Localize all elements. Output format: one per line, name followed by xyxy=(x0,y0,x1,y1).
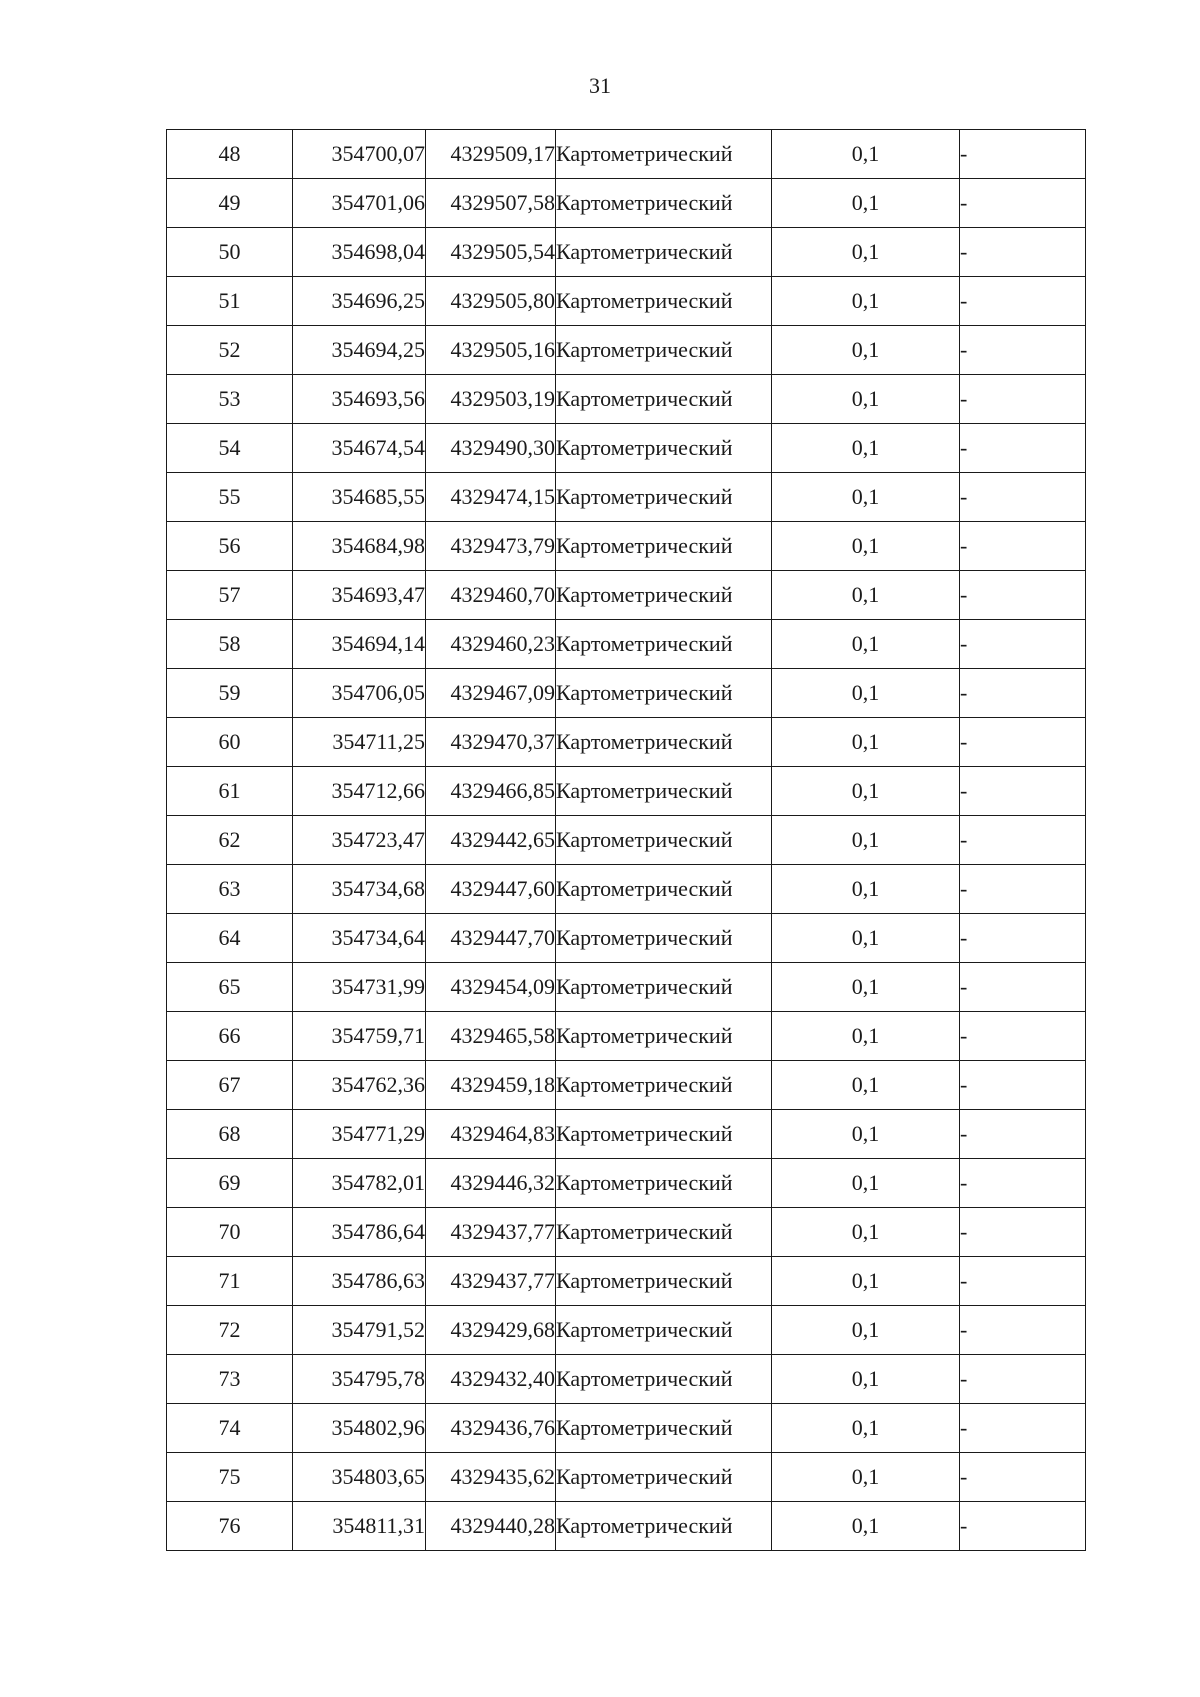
method-cell: Картометрический xyxy=(556,1012,772,1061)
point-number-cell: 65 xyxy=(167,963,293,1012)
x-coordinate-cell: 354734,68 xyxy=(293,865,426,914)
table-row xyxy=(167,326,1086,375)
page-number: 31 xyxy=(589,73,611,98)
point-number-cell: 71 xyxy=(167,1257,293,1306)
point-number-cell: 60 xyxy=(167,718,293,767)
y-coordinate-cell: 4329437,77 xyxy=(426,1257,556,1306)
x-coordinate-cell: 354711,25 xyxy=(293,718,426,767)
table-row xyxy=(167,571,1086,620)
y-coordinate-cell: 4329460,23 xyxy=(426,620,556,669)
accuracy-cell: 0,1 xyxy=(772,963,960,1012)
description-cell: - xyxy=(960,1257,1086,1306)
description-cell: - xyxy=(960,914,1086,963)
y-coordinate-cell: 4329467,09 xyxy=(426,669,556,718)
point-number-cell: 58 xyxy=(167,620,293,669)
point-number-cell: 61 xyxy=(167,767,293,816)
accuracy-cell: 0,1 xyxy=(772,130,960,179)
accuracy-cell: 0,1 xyxy=(772,767,960,816)
table-row xyxy=(167,179,1086,228)
y-coordinate-cell: 4329466,85 xyxy=(426,767,556,816)
point-number-cell: 68 xyxy=(167,1110,293,1159)
x-coordinate-cell: 354701,06 xyxy=(293,179,426,228)
x-coordinate-cell: 354693,56 xyxy=(293,375,426,424)
method-cell: Картометрический xyxy=(556,424,772,473)
accuracy-cell: 0,1 xyxy=(772,1404,960,1453)
description-cell: - xyxy=(960,130,1086,179)
method-cell: Картометрический xyxy=(556,326,772,375)
description-cell: - xyxy=(960,669,1086,718)
table-row xyxy=(167,1159,1086,1208)
method-cell: Картометрический xyxy=(556,130,772,179)
x-coordinate-cell: 354791,52 xyxy=(293,1306,426,1355)
accuracy-cell: 0,1 xyxy=(772,179,960,228)
x-coordinate-cell: 354811,31 xyxy=(293,1502,426,1551)
table-row xyxy=(167,1404,1086,1453)
point-number-cell: 48 xyxy=(167,130,293,179)
accuracy-cell: 0,1 xyxy=(772,1306,960,1355)
table-row xyxy=(167,1453,1086,1502)
point-number-cell: 52 xyxy=(167,326,293,375)
y-coordinate-cell: 4329464,83 xyxy=(426,1110,556,1159)
description-cell: - xyxy=(960,179,1086,228)
method-cell: Картометрический xyxy=(556,179,772,228)
table-row xyxy=(167,424,1086,473)
point-number-cell: 73 xyxy=(167,1355,293,1404)
accuracy-cell: 0,1 xyxy=(772,375,960,424)
y-coordinate-cell: 4329503,19 xyxy=(426,375,556,424)
accuracy-cell: 0,1 xyxy=(772,914,960,963)
description-cell: - xyxy=(960,718,1086,767)
description-cell: - xyxy=(960,620,1086,669)
accuracy-cell: 0,1 xyxy=(772,424,960,473)
y-coordinate-cell: 4329507,58 xyxy=(426,179,556,228)
x-coordinate-cell: 354712,66 xyxy=(293,767,426,816)
table-row xyxy=(167,816,1086,865)
x-coordinate-cell: 354706,05 xyxy=(293,669,426,718)
accuracy-cell: 0,1 xyxy=(772,1502,960,1551)
point-number-cell: 53 xyxy=(167,375,293,424)
accuracy-cell: 0,1 xyxy=(772,620,960,669)
description-cell: - xyxy=(960,1208,1086,1257)
accuracy-cell: 0,1 xyxy=(772,1061,960,1110)
table-row xyxy=(167,1306,1086,1355)
x-coordinate-cell: 354694,14 xyxy=(293,620,426,669)
description-cell: - xyxy=(960,1159,1086,1208)
description-cell: - xyxy=(960,816,1086,865)
y-coordinate-cell: 4329432,40 xyxy=(426,1355,556,1404)
y-coordinate-cell: 4329505,54 xyxy=(426,228,556,277)
point-number-cell: 59 xyxy=(167,669,293,718)
table-row xyxy=(167,522,1086,571)
description-cell: - xyxy=(960,326,1086,375)
accuracy-cell: 0,1 xyxy=(772,1110,960,1159)
table-row xyxy=(167,1061,1086,1110)
accuracy-cell: 0,1 xyxy=(772,718,960,767)
method-cell: Картометрический xyxy=(556,718,772,767)
table-row xyxy=(167,375,1086,424)
y-coordinate-cell: 4329447,60 xyxy=(426,865,556,914)
point-number-cell: 74 xyxy=(167,1404,293,1453)
point-number-cell: 75 xyxy=(167,1453,293,1502)
description-cell: - xyxy=(960,1404,1086,1453)
y-coordinate-cell: 4329437,77 xyxy=(426,1208,556,1257)
description-cell: - xyxy=(960,277,1086,326)
point-number-cell: 50 xyxy=(167,228,293,277)
point-number-cell: 51 xyxy=(167,277,293,326)
accuracy-cell: 0,1 xyxy=(772,228,960,277)
y-coordinate-cell: 4329509,17 xyxy=(426,130,556,179)
method-cell: Картометрический xyxy=(556,914,772,963)
y-coordinate-cell: 4329473,79 xyxy=(426,522,556,571)
table-row xyxy=(167,865,1086,914)
y-coordinate-cell: 4329474,15 xyxy=(426,473,556,522)
method-cell: Картометрический xyxy=(556,963,772,1012)
point-number-cell: 63 xyxy=(167,865,293,914)
y-coordinate-cell: 4329429,68 xyxy=(426,1306,556,1355)
x-coordinate-cell: 354731,99 xyxy=(293,963,426,1012)
table-row xyxy=(167,130,1086,179)
description-cell: - xyxy=(960,1502,1086,1551)
method-cell: Картометрический xyxy=(556,1306,772,1355)
method-cell: Картометрический xyxy=(556,1453,772,1502)
x-coordinate-cell: 354685,55 xyxy=(293,473,426,522)
method-cell: Картометрический xyxy=(556,228,772,277)
table-row xyxy=(167,1257,1086,1306)
accuracy-cell: 0,1 xyxy=(772,1012,960,1061)
x-coordinate-cell: 354786,64 xyxy=(293,1208,426,1257)
coordinates-table xyxy=(166,129,1086,1551)
table-row xyxy=(167,1355,1086,1404)
method-cell: Картометрический xyxy=(556,1208,772,1257)
description-cell: - xyxy=(960,1306,1086,1355)
accuracy-cell: 0,1 xyxy=(772,571,960,620)
method-cell: Картометрический xyxy=(556,1355,772,1404)
method-cell: Картометрический xyxy=(556,1404,772,1453)
point-number-cell: 57 xyxy=(167,571,293,620)
method-cell: Картометрический xyxy=(556,767,772,816)
method-cell: Картометрический xyxy=(556,1502,772,1551)
description-cell: - xyxy=(960,424,1086,473)
description-cell: - xyxy=(960,1061,1086,1110)
point-number-cell: 62 xyxy=(167,816,293,865)
point-number-cell: 56 xyxy=(167,522,293,571)
x-coordinate-cell: 354734,64 xyxy=(293,914,426,963)
table-row xyxy=(167,1208,1086,1257)
description-cell: - xyxy=(960,1012,1086,1061)
method-cell: Картометрический xyxy=(556,473,772,522)
y-coordinate-cell: 4329460,70 xyxy=(426,571,556,620)
description-cell: - xyxy=(960,1110,1086,1159)
y-coordinate-cell: 4329435,62 xyxy=(426,1453,556,1502)
accuracy-cell: 0,1 xyxy=(772,522,960,571)
table-row xyxy=(167,669,1086,718)
point-number-cell: 64 xyxy=(167,914,293,963)
y-coordinate-cell: 4329440,28 xyxy=(426,1502,556,1551)
accuracy-cell: 0,1 xyxy=(772,326,960,375)
y-coordinate-cell: 4329442,65 xyxy=(426,816,556,865)
description-cell: - xyxy=(960,522,1086,571)
table-row xyxy=(167,1110,1086,1159)
y-coordinate-cell: 4329447,70 xyxy=(426,914,556,963)
table-row xyxy=(167,473,1086,522)
x-coordinate-cell: 354795,78 xyxy=(293,1355,426,1404)
point-number-cell: 70 xyxy=(167,1208,293,1257)
method-cell: Картометрический xyxy=(556,865,772,914)
y-coordinate-cell: 4329454,09 xyxy=(426,963,556,1012)
x-coordinate-cell: 354684,98 xyxy=(293,522,426,571)
x-coordinate-cell: 354698,04 xyxy=(293,228,426,277)
description-cell: - xyxy=(960,865,1086,914)
accuracy-cell: 0,1 xyxy=(772,816,960,865)
description-cell: - xyxy=(960,767,1086,816)
y-coordinate-cell: 4329505,16 xyxy=(426,326,556,375)
method-cell: Картометрический xyxy=(556,1061,772,1110)
method-cell: Картометрический xyxy=(556,1110,772,1159)
y-coordinate-cell: 4329470,37 xyxy=(426,718,556,767)
x-coordinate-cell: 354782,01 xyxy=(293,1159,426,1208)
accuracy-cell: 0,1 xyxy=(772,865,960,914)
point-number-cell: 55 xyxy=(167,473,293,522)
method-cell: Картометрический xyxy=(556,571,772,620)
y-coordinate-cell: 4329490,30 xyxy=(426,424,556,473)
x-coordinate-cell: 354771,29 xyxy=(293,1110,426,1159)
accuracy-cell: 0,1 xyxy=(772,1257,960,1306)
point-number-cell: 49 xyxy=(167,179,293,228)
table-row xyxy=(167,620,1086,669)
table-row xyxy=(167,277,1086,326)
method-cell: Картометрический xyxy=(556,620,772,669)
point-number-cell: 76 xyxy=(167,1502,293,1551)
table-row xyxy=(167,718,1086,767)
y-coordinate-cell: 4329459,18 xyxy=(426,1061,556,1110)
table-row xyxy=(167,767,1086,816)
table-body xyxy=(167,130,1086,1551)
table-row xyxy=(167,1502,1086,1551)
y-coordinate-cell: 4329465,58 xyxy=(426,1012,556,1061)
point-number-cell: 54 xyxy=(167,424,293,473)
method-cell: Картометрический xyxy=(556,669,772,718)
point-number-cell: 69 xyxy=(167,1159,293,1208)
y-coordinate-cell: 4329446,32 xyxy=(426,1159,556,1208)
description-cell: - xyxy=(960,473,1086,522)
point-number-cell: 72 xyxy=(167,1306,293,1355)
x-coordinate-cell: 354786,63 xyxy=(293,1257,426,1306)
x-coordinate-cell: 354723,47 xyxy=(293,816,426,865)
point-number-cell: 67 xyxy=(167,1061,293,1110)
table-row xyxy=(167,963,1086,1012)
accuracy-cell: 0,1 xyxy=(772,1355,960,1404)
description-cell: - xyxy=(960,963,1086,1012)
method-cell: Картометрический xyxy=(556,522,772,571)
method-cell: Картометрический xyxy=(556,1257,772,1306)
accuracy-cell: 0,1 xyxy=(772,1453,960,1502)
method-cell: Картометрический xyxy=(556,277,772,326)
x-coordinate-cell: 354802,96 xyxy=(293,1404,426,1453)
x-coordinate-cell: 354693,47 xyxy=(293,571,426,620)
description-cell: - xyxy=(960,375,1086,424)
method-cell: Картометрический xyxy=(556,1159,772,1208)
table-row xyxy=(167,1012,1086,1061)
y-coordinate-cell: 4329505,80 xyxy=(426,277,556,326)
description-cell: - xyxy=(960,571,1086,620)
description-cell: - xyxy=(960,1453,1086,1502)
table-row xyxy=(167,228,1086,277)
table-row xyxy=(167,914,1086,963)
accuracy-cell: 0,1 xyxy=(772,669,960,718)
y-coordinate-cell: 4329436,76 xyxy=(426,1404,556,1453)
accuracy-cell: 0,1 xyxy=(772,1159,960,1208)
description-cell: - xyxy=(960,1355,1086,1404)
accuracy-cell: 0,1 xyxy=(772,1208,960,1257)
accuracy-cell: 0,1 xyxy=(772,277,960,326)
method-cell: Картометрический xyxy=(556,375,772,424)
x-coordinate-cell: 354674,54 xyxy=(293,424,426,473)
accuracy-cell: 0,1 xyxy=(772,473,960,522)
method-cell: Картометрический xyxy=(556,816,772,865)
x-coordinate-cell: 354762,36 xyxy=(293,1061,426,1110)
x-coordinate-cell: 354696,25 xyxy=(293,277,426,326)
description-cell: - xyxy=(960,228,1086,277)
x-coordinate-cell: 354694,25 xyxy=(293,326,426,375)
x-coordinate-cell: 354700,07 xyxy=(293,130,426,179)
point-number-cell: 66 xyxy=(167,1012,293,1061)
x-coordinate-cell: 354803,65 xyxy=(293,1453,426,1502)
x-coordinate-cell: 354759,71 xyxy=(293,1012,426,1061)
